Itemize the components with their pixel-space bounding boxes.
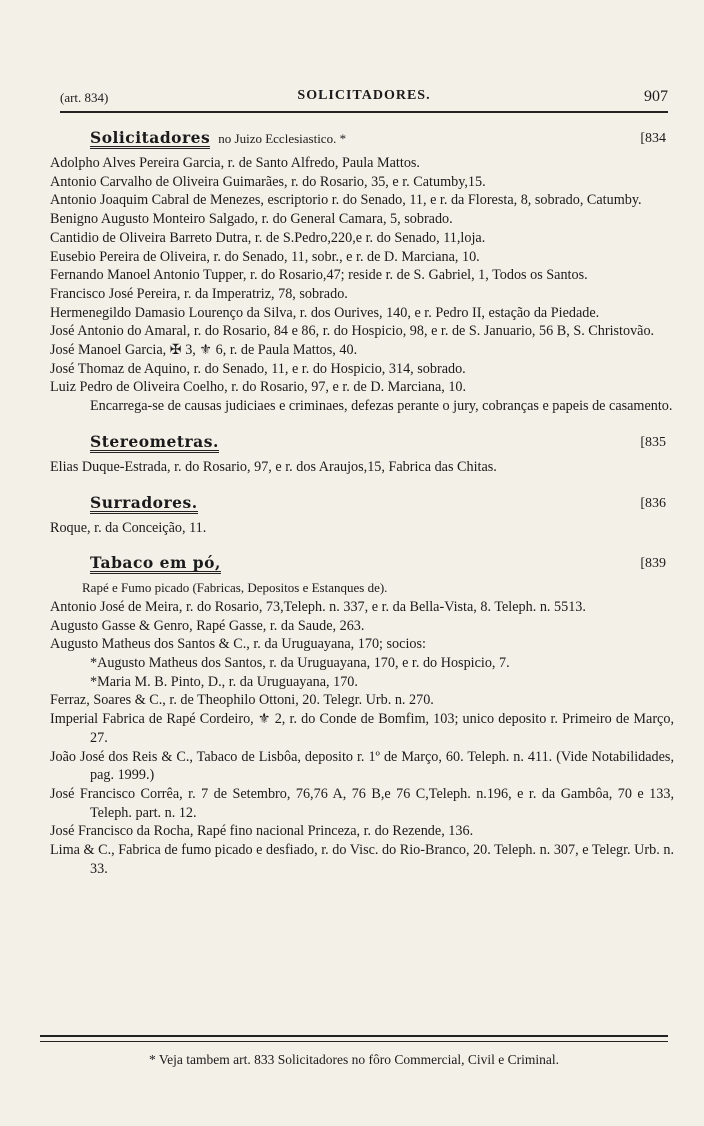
list-item: Lima & C., Fabrica de fumo picado e desfiado, r. do Visc. do Rio-Branco, 20. Teleph. n. 307, e Telegr. Urb. n. 33. — [50, 842, 674, 877]
entry-list-tabaco — [50, 598, 674, 879]
list-item: João José dos Reis & C., Tabaco de Lisbôa, deposito r. 1º de Março, 60. Teleph. n. 411. (Vide Notabilidades, pag. 1999.) — [50, 748, 674, 784]
section-title: Tabaco em pó, — [90, 553, 221, 573]
section-number: [835 — [640, 434, 666, 450]
list-item: Imperial Fabrica de Rapé Cordeiro, ⚜ 2, r. do Conde de Bomfim, 103; unico deposito r. Primeiro de Março, 27. — [50, 711, 674, 746]
list-item: Hermenegildo Damasio Lourenço da Silva, r. dos Ourives, 140, e r. Pedro II, estação da Piedade. — [50, 304, 600, 321]
section-title: Surradores. — [90, 492, 198, 512]
list-item: Elias Duque-Estrada, r. do Rosario, 97, e r. dos Araujos,15, Fabrica das Chitas. — [50, 458, 497, 475]
list-item: Francisco José Pereira, r. da Imperatriz, 78, sobrado. — [50, 285, 348, 302]
list-item: Eusebio Pereira de Oliveira, r. do Senado, 11, sobr., e r. de D. Marciana, 10. — [50, 248, 480, 265]
list-item: Roque, r. da Conceição, 11. — [50, 519, 207, 536]
list-item: José Antonio do Amaral, r. do Rosario, 84 e 86, r. do Hospicio, 98, e r. de S. Januario, 56 B, S. Christovão. — [50, 323, 655, 340]
list-item: Antonio José de Meira, r. do Rosario, 73,Teleph. n. 337, e r. da Bella-Vista, 8. Teleph. n. 5513. — [50, 598, 586, 615]
list-item: *Augusto Matheus dos Santos, r. da Uruguayana, 170, e r. do Hospicio, 7. — [90, 655, 510, 672]
section-subtitle: no Juizo Ecclesiastico. * — [218, 131, 347, 146]
section-number: [836 — [640, 495, 666, 511]
list-item: Antonio Carvalho de Oliveira Guimarães, r. do Rosario, 35, e r. Catumby,15. — [50, 173, 486, 190]
list-item: José Francisco da Rocha, Rapé fino nacional Princeza, r. do Rezende, 136. — [50, 823, 474, 840]
list-item: Benigno Augusto Monteiro Salgado, r. do General Camara, 5, sobrado. — [50, 211, 453, 228]
section-subtitle: Rapé e Fumo picado (Fabricas, Depositos e Estanques de). — [82, 580, 388, 596]
entry-note: Encarrega-se de causas judiciaes e criminaes, defezas perante o jury, cobranças e papeis de casamento. — [90, 398, 673, 415]
entry-list-solicitadores — [50, 154, 674, 416]
entry-list-surradores — [50, 519, 674, 538]
running-title: SOLICITADORES. — [297, 88, 431, 103]
list-item: *Maria M. B. Pinto, D., r. da Uruguayana, 170. — [90, 673, 358, 690]
page-body — [50, 130, 674, 879]
list-item: Augusto Gasse & Genro, Rapé Gasse, r. da Saude, 263. — [50, 617, 365, 634]
section-title: Stereometras. — [90, 431, 219, 451]
list-item: Fernando Manoel Antonio Tupper, r. do Rosario,47; reside r. de S. Gabriel, 1, Todos os Santos. — [50, 267, 588, 284]
list-item: José Francisco Corrêa, r. 7 de Setembro, 76,76 A, 76 B,e 76 C,Teleph. n.196, e r. da Gambôa, 70 e 133, Teleph. part. n. 12. — [50, 785, 674, 821]
section-number: [834 — [640, 131, 666, 146]
list-item: Adolpho Alves Pereira Garcia, r. de Santo Alfredo, Paula Mattos. — [50, 155, 420, 171]
page-number: 907 — [644, 88, 668, 105]
footer-rule — [40, 1035, 668, 1037]
section-heading-surradores — [50, 492, 674, 517]
running-header — [60, 88, 668, 110]
spacer — [50, 477, 674, 495]
footer-rule-thin — [40, 1041, 668, 1042]
list-item: José Manoel Garcia, ✠ 3, ⚜ 6, r. de Paula Mattos, 40. — [50, 342, 358, 359]
section-heading-tabaco — [50, 555, 674, 577]
entry-list-stereometras — [50, 458, 674, 477]
header-rule — [60, 111, 668, 113]
section-heading-stereometras — [50, 431, 674, 456]
list-item: Cantidio de Oliveira Barreto Dutra, r. de S.Pedro,220,e r. do Senado, 11,loja. — [50, 229, 486, 246]
list-item: Luiz Pedro de Oliveira Coelho, r. do Rosario, 97, e r. de D. Marciana, 10. — [50, 379, 467, 396]
article-ref: (art. 834) — [60, 90, 109, 105]
section-number: [839 — [640, 556, 666, 572]
list-item: Augusto Matheus dos Santos & C., r. da Uruguayana, 170; socios: — [50, 636, 426, 653]
footnote: * Veja tambem art. 833 Solicitadores no fôro Commercial, Civil e Criminal. — [149, 1052, 559, 1067]
list-item: José Thomaz de Aquino, r. do Senado, 11, e r. do Hospicio, 314, sobrado. — [50, 360, 466, 377]
list-item: Ferraz, Soares & C., r. de Theophilo Ottoni, 20. Telegr. Urb. n. 270. — [50, 692, 434, 709]
list-item: Antonio Joaquim Cabral de Menezes, escriptorio r. do Senado, 11, e r. da Floresta, 8, sobrado, Catumby. — [50, 192, 642, 209]
section-title: Solicitadores — [90, 128, 211, 147]
section-heading-solicitadores — [50, 130, 674, 152]
